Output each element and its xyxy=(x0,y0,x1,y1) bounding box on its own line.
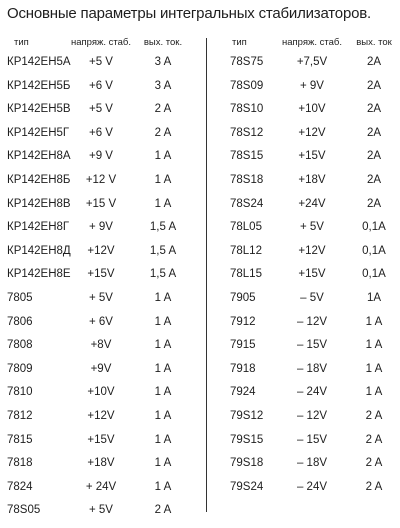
regulator-current: 2 A xyxy=(365,409,383,422)
page-title: Основные параметры интегральных стабилизаторов. xyxy=(7,5,371,22)
table-row xyxy=(212,268,400,292)
regulator-voltage: +10V xyxy=(87,386,115,399)
regulator-voltage: – 24V xyxy=(296,480,328,493)
regulator-type: 7824 xyxy=(7,480,33,493)
regulator-current: 0,1A xyxy=(362,244,386,257)
regulator-voltage: +5 V xyxy=(89,56,113,68)
regulator-voltage: – 5V xyxy=(300,291,324,304)
table-row xyxy=(0,316,210,340)
regulator-type: 78S24 xyxy=(230,197,264,210)
regulator-current: 1 A xyxy=(154,173,172,186)
regulator-type: КР142ЕН5Б xyxy=(7,79,71,92)
regulator-current: 1 A xyxy=(365,386,383,399)
regulator-current: 2 A xyxy=(365,480,383,493)
regulator-voltage: + 5V xyxy=(89,504,113,517)
regulator-current: 1 A xyxy=(154,197,172,210)
regulator-voltage: +9 V xyxy=(89,150,113,163)
regulator-current: 1A xyxy=(366,291,382,304)
regulator-voltage: +8V xyxy=(90,339,112,352)
regulator-type: 78S15 xyxy=(230,150,264,163)
regulator-voltage: – 18V xyxy=(296,457,328,470)
regulator-voltage: +18V xyxy=(87,457,115,470)
table-row xyxy=(0,363,210,387)
regulator-voltage: +7,5V xyxy=(296,56,328,68)
regulator-type: КР142ЕН8Б xyxy=(7,173,71,186)
regulator-type: 78L15 xyxy=(230,268,262,281)
regulator-type: 7905 xyxy=(230,291,256,304)
regulator-current: 2A xyxy=(366,150,382,163)
regulator-type: 7918 xyxy=(230,362,256,375)
regulator-voltage: – 12V xyxy=(296,315,328,328)
regulator-voltage: +15V xyxy=(298,150,326,163)
regulator-type: 78L12 xyxy=(230,244,262,257)
regulator-type: 7810 xyxy=(7,386,33,399)
table-row xyxy=(212,198,400,222)
regulator-voltage: +15V xyxy=(87,433,115,446)
left-table-header xyxy=(0,37,210,56)
table-row xyxy=(212,221,400,245)
regulator-type: КР142ЕН8Д xyxy=(7,244,71,257)
regulator-current: 2 A xyxy=(154,126,172,139)
regulator-current: 0,1A xyxy=(362,268,386,281)
regulator-type: 7912 xyxy=(230,315,256,328)
regulator-type: КР142ЕН8В xyxy=(7,197,71,210)
regulator-type: 7812 xyxy=(7,409,33,422)
regulator-voltage: – 12V xyxy=(296,409,328,422)
regulator-current: 2A xyxy=(366,173,382,186)
regulator-voltage: – 15V xyxy=(296,433,328,446)
regulator-type: КР142ЕН5Г xyxy=(7,126,70,139)
regulator-current: 1 A xyxy=(154,386,172,399)
regulator-type: 78S12 xyxy=(230,126,264,139)
regulator-voltage: + 24V xyxy=(85,480,117,493)
table-row xyxy=(0,80,210,104)
table-row xyxy=(0,127,210,151)
regulator-voltage: + 9V xyxy=(89,221,113,234)
regulator-type: 78S18 xyxy=(230,173,264,186)
table-row xyxy=(0,457,210,481)
table-row xyxy=(0,410,210,434)
header-type: тип xyxy=(232,37,247,48)
regulator-voltage: +10V xyxy=(298,103,326,116)
table-row xyxy=(0,174,210,198)
table-row xyxy=(0,245,210,269)
regulator-voltage: – 18V xyxy=(296,362,328,375)
regulator-current: 2A xyxy=(366,103,382,116)
table-row xyxy=(212,386,400,410)
table-row xyxy=(0,56,210,80)
header-current: вых. ток. xyxy=(143,37,183,48)
regulator-current: 1,5 A xyxy=(149,244,177,257)
table-row xyxy=(0,103,210,127)
regulator-type: КР142ЕН5А xyxy=(7,56,71,68)
regulator-type: 78S10 xyxy=(230,103,264,116)
table-row xyxy=(0,198,210,222)
regulator-type: 78L05 xyxy=(230,221,262,234)
table-row xyxy=(212,174,400,198)
regulator-current: 2 A xyxy=(365,433,383,446)
header-type: тип xyxy=(14,37,29,48)
regulator-current: 0,1A xyxy=(362,221,386,234)
regulator-voltage: + 9V xyxy=(300,79,324,92)
table-row xyxy=(0,292,210,316)
header-voltage: напряж. стаб. xyxy=(71,37,131,48)
left-table xyxy=(0,37,210,528)
table-row xyxy=(212,103,400,127)
regulator-voltage: +24V xyxy=(298,197,326,210)
table-row xyxy=(212,339,400,363)
regulator-current: 2 A xyxy=(154,504,172,517)
regulator-current: 1,5 A xyxy=(149,268,177,281)
regulator-voltage: + 5V xyxy=(300,221,324,234)
regulator-type: КР142ЕН8Е xyxy=(7,268,71,281)
regulator-type: 79S15 xyxy=(230,433,264,446)
regulator-voltage: +6 V xyxy=(89,126,113,139)
table-row xyxy=(212,457,400,481)
right-table-header xyxy=(212,37,400,56)
regulator-type: 7808 xyxy=(7,339,33,352)
table-row xyxy=(0,504,210,528)
regulator-current: 1 A xyxy=(365,315,383,328)
regulator-current: 1 A xyxy=(365,339,383,352)
table-row xyxy=(212,410,400,434)
regulator-type: 7806 xyxy=(7,315,33,328)
regulator-voltage: +12V xyxy=(87,244,115,257)
regulator-current: 1 A xyxy=(154,409,172,422)
table-row xyxy=(212,434,400,458)
regulator-current: 1 A xyxy=(365,362,383,375)
table-row xyxy=(212,80,400,104)
regulator-current: 1 A xyxy=(154,339,172,352)
regulator-voltage: – 24V xyxy=(296,386,328,399)
regulator-current: 2 A xyxy=(154,103,172,116)
regulator-voltage: – 15V xyxy=(296,339,328,352)
regulator-type: 78S09 xyxy=(230,79,264,92)
regulator-voltage: +12V xyxy=(87,409,115,422)
regulator-current: 2 A xyxy=(365,457,383,470)
table-row xyxy=(0,386,210,410)
regulator-voltage: + 5V xyxy=(89,291,113,304)
regulator-current: 2A xyxy=(366,79,382,92)
regulator-voltage: +15V xyxy=(87,268,115,281)
regulator-current: 2A xyxy=(366,197,382,210)
regulator-voltage: + 6V xyxy=(89,315,113,328)
regulator-current: 1 A xyxy=(154,362,172,375)
column-divider xyxy=(206,38,207,512)
regulator-type: 79S12 xyxy=(230,409,264,422)
table-row xyxy=(212,292,400,316)
regulator-type: 78S05 xyxy=(7,504,41,517)
table-row xyxy=(212,316,400,340)
regulator-voltage: +9V xyxy=(90,362,112,375)
regulator-current: 2A xyxy=(366,56,382,68)
regulator-type: 7809 xyxy=(7,362,33,375)
regulator-voltage: +18V xyxy=(298,173,326,186)
regulator-type: КР142ЕН8Г xyxy=(7,221,70,234)
regulator-current: 1 A xyxy=(154,315,172,328)
regulator-current: 1 A xyxy=(154,457,172,470)
regulator-voltage: +5 V xyxy=(89,103,113,116)
regulator-type: 79S24 xyxy=(230,480,264,493)
header-current: вых. ток xyxy=(356,37,392,48)
regulator-type: КР142ЕН8А xyxy=(7,150,71,163)
table-row xyxy=(212,481,400,505)
right-table xyxy=(212,37,400,504)
table-row xyxy=(212,56,400,80)
regulator-current: 1 A xyxy=(154,291,172,304)
regulator-current: 2A xyxy=(366,126,382,139)
regulator-current: 1 A xyxy=(154,480,172,493)
table-row xyxy=(212,150,400,174)
regulator-current: 3 A xyxy=(154,79,172,92)
table-row xyxy=(212,245,400,269)
table-row xyxy=(0,221,210,245)
regulator-type: 7915 xyxy=(230,339,256,352)
regulator-voltage: +12 V xyxy=(85,173,117,186)
table-row xyxy=(0,434,210,458)
table-row xyxy=(0,339,210,363)
table-row xyxy=(0,481,210,505)
regulator-current: 3 A xyxy=(154,56,172,68)
regulator-type: 78S75 xyxy=(230,56,264,68)
header-voltage: напряж. стаб. xyxy=(282,37,342,48)
regulator-type: 7805 xyxy=(7,291,33,304)
regulator-type: 79S18 xyxy=(230,457,264,470)
regulator-voltage: +12V xyxy=(298,126,326,139)
regulator-current: 1 A xyxy=(154,150,172,163)
table-row xyxy=(212,127,400,151)
regulator-type: 7924 xyxy=(230,386,256,399)
regulator-current: 1,5 A xyxy=(149,221,177,234)
regulator-voltage: +12V xyxy=(298,244,326,257)
table-row xyxy=(0,268,210,292)
regulator-type: 7818 xyxy=(7,457,33,470)
regulator-type: 7815 xyxy=(7,433,33,446)
table-row xyxy=(0,150,210,174)
regulator-voltage: +15V xyxy=(298,268,326,281)
table-row xyxy=(212,363,400,387)
regulator-type: КР142ЕН5В xyxy=(7,103,71,116)
regulator-voltage: +15 V xyxy=(85,197,117,210)
regulator-current: 1 A xyxy=(154,433,172,446)
regulator-voltage: +6 V xyxy=(89,79,113,92)
